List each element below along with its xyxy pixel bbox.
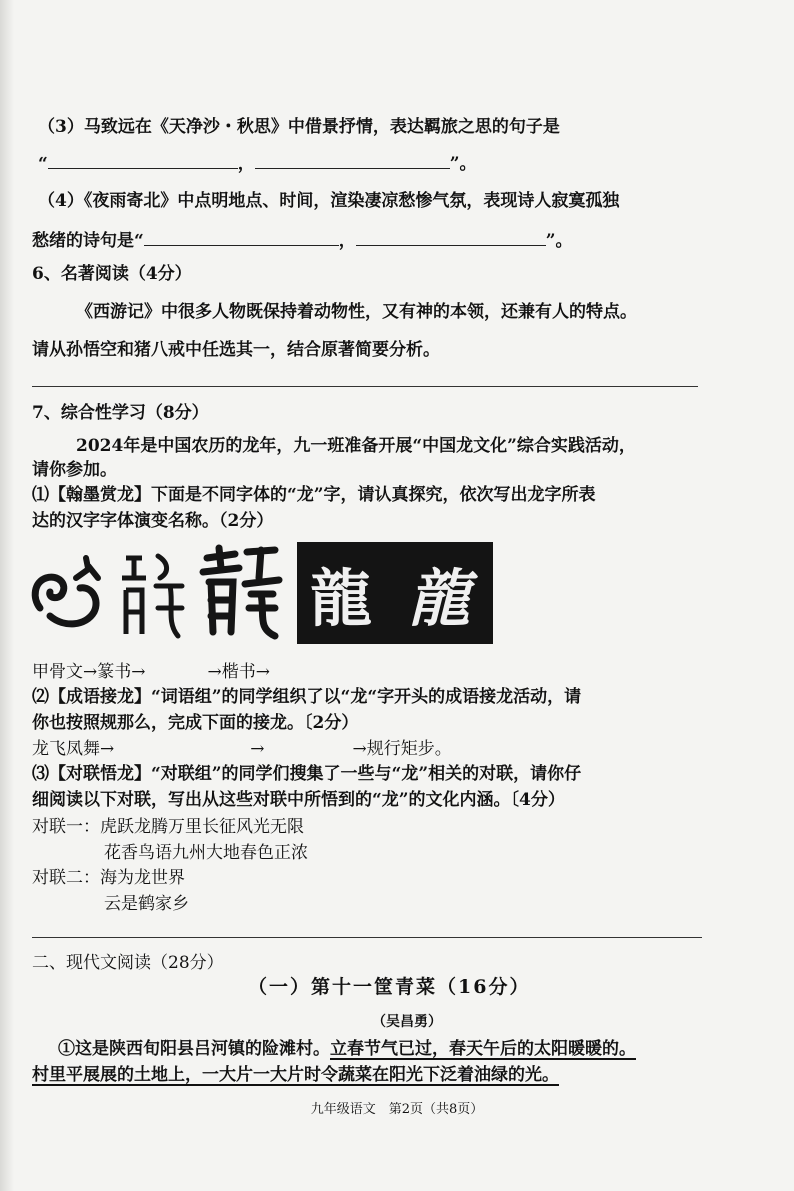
evolution-line (32, 660, 270, 683)
idiom-chain (32, 737, 452, 760)
q7-p1-line2: 达的汉字字体演变名称。（2分） (32, 511, 274, 531)
q3-blank-1[interactable] (48, 152, 238, 169)
q7-answer-line[interactable] (32, 937, 702, 938)
q7-p2-line2: 你也按照规那么，完成下面的接龙。〔2分） (32, 713, 359, 733)
q7-p3-line1: ⑶【对联悟龙】“对联组”的同学们搜集了一些与“龙”相关的对联，请你仔 (32, 764, 582, 784)
couplet2-line-a (32, 867, 185, 889)
chain-mid: → (250, 739, 265, 759)
page-footer: 九年级语文 第2页（共8页） (310, 1102, 484, 1117)
part2-heading: 二、现代文阅读（28分） (32, 953, 224, 973)
para1-line2 (32, 1064, 559, 1086)
para1-underlined-2: 村里平展展的土地上，一大片一大片时令蔬菜在阳光下泛着油绿的光。 (32, 1065, 559, 1085)
seal-script-dragon-image (112, 538, 192, 646)
chain-end: →规行矩步。 (352, 739, 452, 759)
q4-line1: （4）《夜雨寄北》中点明地点、时间，渲染凄凉愁惨气氛，表现诗人寂寞孤独 (38, 191, 620, 211)
q7-p3-line2: 细阅读以下对联，写出从这些对联中所悟到的“龙”的文化内涵。〔4分） (32, 790, 565, 810)
q7-heading: 7、综合性学习（8分） (32, 403, 209, 423)
q7-p1-line1: ⑴【翰墨赏龙】下面是不同字体的“龙”字，请认真探究，依次写出龙字所表 (32, 485, 596, 505)
couplet1-label: 对联一： (32, 817, 100, 837)
para1-line1 (58, 1038, 636, 1060)
chain-start: 龙飞凤舞→ (32, 739, 115, 759)
couplet2-a: 海为龙世界 (100, 868, 185, 888)
para1-underlined-1: 立春节气已过，春天午后的太阳暖暖的。 (330, 1039, 636, 1059)
scan-shadow (0, 0, 14, 1191)
para1-start: ①这是陕西旬阳县吕河镇的险滩村。 (58, 1039, 330, 1059)
clerical-dragon-image (195, 538, 287, 646)
q3-close: ”。 (449, 154, 477, 174)
q4-comma: ， (338, 231, 356, 251)
q3-line2 (38, 152, 477, 175)
q3-open-quote: “ (38, 154, 48, 174)
q4-prefix: 愁绪的诗句是“ (32, 231, 144, 251)
q6-line1: 《西游记》中很多人物既保持着动物性，又有神的本领，还兼有人的特点。 (76, 302, 637, 322)
q4-close: ”。 (545, 231, 573, 251)
chain-blank-2[interactable] (265, 737, 353, 754)
article-title: （一）第十一筐青菜（16分） (248, 976, 531, 998)
q4-blank-1[interactable] (144, 229, 339, 246)
q7-p2-line1: ⑵【成语接龙】“词语组”的同学组织了以“龙“字开头的成语接龙活动，请 (32, 687, 582, 707)
q3-line1: （3）马致远在《天净沙・秋思》中借景抒情，表达羁旅之思的句子是 (38, 117, 560, 137)
q7-intro2: 请你参加。 (32, 460, 117, 480)
couplet2-b: 云是鹤家乡 (104, 894, 189, 914)
q4-line2 (32, 229, 573, 252)
q4-blank-2[interactable] (356, 229, 546, 246)
regular-dragon-glyph: 龍 (309, 561, 372, 635)
evo-seal: 篆书→ (97, 662, 146, 682)
regular-script-dragon-image (297, 542, 385, 644)
q3-blank-2[interactable] (255, 152, 450, 169)
chain-blank-1[interactable] (114, 737, 250, 754)
couplet1-b: 花香鸟语九州大地春色正浓 (104, 843, 308, 863)
couplet1-line-a (32, 816, 304, 838)
q7-intro1: 2024年是中国农历的龙年，九一班准备开展“中国龙文化”综合实践活动， (76, 436, 636, 456)
q6-line2: 请从孙悟空和猪八戒中任选其一，结合原著简要分析。 (32, 340, 440, 360)
couplet1-a: 虎跃龙腾万里长征风光无限 (100, 817, 304, 837)
evo-oracle: 甲骨文→ (32, 662, 98, 682)
running-script-dragon-image (385, 542, 493, 644)
evo-regular: →楷书→ (207, 662, 270, 682)
evo-blank[interactable] (146, 660, 208, 677)
article-author: （吴昌勇） (372, 1014, 442, 1030)
running-dragon-glyph: 龍 (407, 561, 470, 635)
q3-comma: ， (237, 154, 255, 174)
oracle-bone-dragon-image (28, 538, 112, 646)
couplet2-label: 对联二： (32, 868, 100, 888)
q6-heading: 6、名著阅读（4分） (32, 264, 192, 284)
q6-answer-line[interactable] (32, 386, 698, 387)
